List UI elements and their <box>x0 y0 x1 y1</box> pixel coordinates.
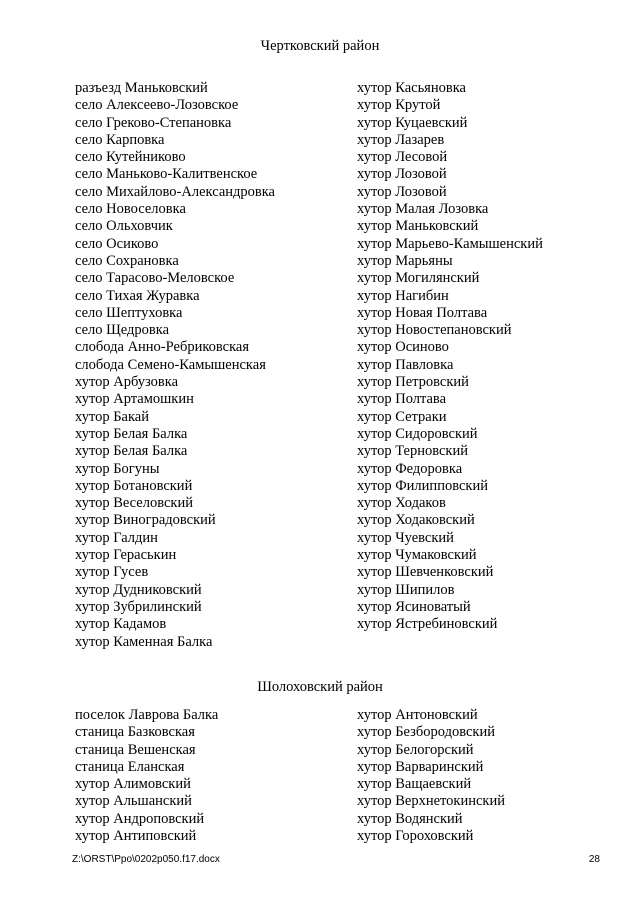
list-item: хутор Галдин <box>75 529 158 546</box>
list-item: хутор Марьево-Камышенский <box>357 235 543 252</box>
list-item: разъезд Маньковский <box>75 80 208 96</box>
list-item: хутор Терновский <box>357 443 468 460</box>
list-item: слобода Семено-Камышенская <box>75 356 266 373</box>
chertkovsky-left-list <box>75 80 275 651</box>
list-item: хутор Безбородовский <box>357 724 495 741</box>
list-item: хутор Крутой <box>357 97 441 114</box>
section-heading-sholokhovsky: Шолоховский район <box>257 679 383 695</box>
list-item: хутор Марьяны <box>357 252 453 269</box>
section-heading-chertkovsky: Чертковский район <box>260 38 380 54</box>
list-item: хутор Ястребиновский <box>357 616 498 633</box>
sholokhovsky-left-list <box>75 707 218 845</box>
footer-page-number: 28 <box>588 854 600 865</box>
list-item: хутор Андроповский <box>75 810 205 827</box>
list-item: станица Еланская <box>75 758 185 775</box>
list-item: хутор Артамошкин <box>75 391 194 408</box>
list-item: хутор Сетраки <box>357 408 447 425</box>
list-item: хутор Павловка <box>357 356 454 373</box>
list-item: станица Базковская <box>75 724 195 741</box>
list-item: село Сохрановка <box>75 252 179 269</box>
list-item: хутор Чуевский <box>357 529 454 546</box>
list-item: хутор Осиново <box>357 339 449 356</box>
list-item: село Щедровка <box>75 322 170 339</box>
list-item: село Маньково-Калитвенское <box>75 166 258 183</box>
list-item: хутор Нагибин <box>357 287 449 304</box>
list-item: хутор Петровский <box>357 374 469 391</box>
list-item: село Карповка <box>75 131 165 148</box>
list-item: поселок Лаврова Балка <box>75 707 219 723</box>
list-item: хутор Антоновский <box>357 707 478 723</box>
list-item: хутор Ясиноватый <box>357 598 471 615</box>
list-item: хутор Варваринский <box>357 758 484 775</box>
list-item: хутор Альшанский <box>75 793 192 810</box>
chertkovsky-right-list <box>357 80 543 634</box>
list-item: хутор Кадамов <box>75 616 167 633</box>
list-item: хутор Филипповский <box>357 477 488 494</box>
list-item: хутор Алимовский <box>75 776 191 793</box>
list-item: хутор Гороховский <box>357 828 474 845</box>
list-item: хутор Ващаевский <box>357 776 472 793</box>
list-item: хутор Гераськин <box>75 547 177 564</box>
list-item: хутор Маньковский <box>357 218 479 235</box>
list-item: хутор Водянский <box>357 810 463 827</box>
list-item: село Осиково <box>75 235 159 252</box>
list-item: село Шептуховка <box>75 304 183 321</box>
list-item: хутор Полтава <box>357 391 447 408</box>
list-item: хутор Лазарев <box>357 131 445 148</box>
list-item: хутор Чумаковский <box>357 547 477 564</box>
list-item: село Греково-Степановка <box>75 114 232 131</box>
list-item: слобода Анно-Ребриковская <box>75 339 250 356</box>
list-item: село Алексеево-Лозовское <box>75 97 239 114</box>
list-item: хутор Ботановский <box>75 477 193 494</box>
list-item: хутор Шипилов <box>357 581 455 598</box>
list-item: хутор Касьяновка <box>357 80 466 96</box>
list-item: село Кутейниково <box>75 149 186 166</box>
list-item: хутор Белая Балка <box>75 443 188 460</box>
list-item: хутор Новая Полтава <box>357 304 488 321</box>
list-item: хутор Ходаковский <box>357 512 475 529</box>
list-item: хутор Каменная Балка <box>75 633 213 650</box>
list-item: хутор Бакай <box>75 408 150 425</box>
list-item: хутор Лозовой <box>357 183 447 200</box>
sholokhovsky-right-list <box>357 707 505 845</box>
list-item: хутор Лозовой <box>357 166 447 183</box>
list-item: село Ольховчик <box>75 218 173 235</box>
list-item: хутор Сидоровский <box>357 425 478 442</box>
list-item: хутор Антиповский <box>75 828 197 845</box>
list-item: хутор Гусев <box>75 564 149 581</box>
list-item: станица Вешенская <box>75 741 196 758</box>
list-item: хутор Арбузовка <box>75 374 179 391</box>
list-item: хутор Виноградовский <box>75 512 216 529</box>
list-item: хутор Веселовский <box>75 495 193 512</box>
list-item: хутор Новостепановский <box>357 322 512 339</box>
list-item: хутор Малая Лозовка <box>357 201 489 218</box>
list-item: хутор Шевченковский <box>357 564 494 581</box>
list-item: хутор Ходаков <box>357 495 446 512</box>
list-item: хутор Дудниковский <box>75 581 202 598</box>
list-item: село Тихая Журавка <box>75 287 200 304</box>
list-item: хутор Богуны <box>75 460 160 477</box>
list-item: хутор Верхнетокинский <box>357 793 505 810</box>
list-item: село Михайлово-Александровка <box>75 183 275 200</box>
list-item: хутор Могилянский <box>357 270 480 287</box>
list-item: хутор Зубрилинский <box>75 598 202 615</box>
list-item: хутор Лесовой <box>357 149 448 166</box>
list-item: село Тарасово-Меловское <box>75 270 235 287</box>
list-item: хутор Куцаевский <box>357 114 468 131</box>
list-item: хутор Белая Балка <box>75 425 188 442</box>
footer-file-path: Z:\ORST\Ppo\0202p050.f17.docx <box>72 854 220 865</box>
list-item: хутор Федоровка <box>357 460 463 477</box>
list-item: село Новоселовка <box>75 201 186 218</box>
list-item: хутор Белогорский <box>357 741 474 758</box>
